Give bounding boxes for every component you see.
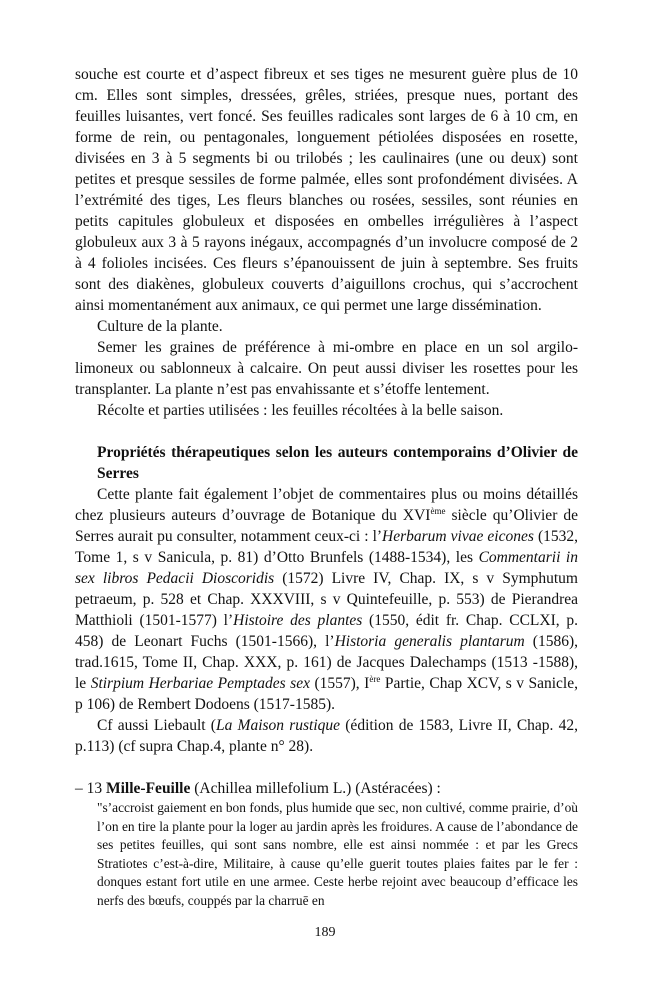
page-number: 189 bbox=[314, 925, 336, 940]
paragraph-culture-title: Culture de la plante. bbox=[97, 318, 223, 335]
section-heading-wrap bbox=[75, 442, 578, 484]
page-body bbox=[75, 64, 578, 911]
quotation: "s’accroist gaiement en bon fonds, plus humide que sec, non cultivé, comme prairie, d’où l’on en tire la plante pour la loger au jardin après les froidures. A cause de l’abondance de ses petites feuilles, qui sont sans nombre, elle est ainsi nommée : et par les Grecs Stratiotes c’est-à-dire, Militaire, à cause qu’elle guerit toutes plaies faites par le fer : donques estant fort utile en une armee. Ceste herbe rejoint avec beaucoup d’efficace les nerfs des bœufs, couppés par la charruē en bbox=[97, 800, 578, 908]
section-heading: Propriétés thérapeutiques selon les auteurs contemporains d’Olivier de Serres bbox=[97, 444, 578, 482]
paragraph-authors: Cette plante fait également l’objet de commentaires plus ou moins détaillés chez plusieurs auteurs d’ouvrage de Botanique du XVIème siècle qu’Olivier de Serres aurait pu consulter, notamment ceux-ci : l’Herbarum vivae eicones (1532, Tome 1, s v Sanicula, p. 81) d’Otto Brunfels (1488-1534), les Commentarii in sex libros Pedacii Dioscoridis (1572) Livre IV, Chap. IX, s v Symphutum petraeum, p. 528 et Chap. XXXVIII, s v Quintefeuille, p. 553) de Pierandrea Matthioli (1501-1577) l’Histoire des plantes (1550, édit fr. Chap. CCLXI, p. 458) de Leonart Fuchs (1501-1566), l’Historia generalis plantarum (1586), trad.1615, Tome II, Chap. XXX, p. 161) de Jacques Dalechamps (1513 -1588), le Stirpium Herbariae Pemptades sex (1557), Ière Partie, Chap XCV, s v Sanicle, p 106) de Rembert Dodoens (1517-1585). bbox=[75, 486, 578, 713]
paragraph-liebault: Cf aussi Liebault (La Maison rustique (édition de 1583, Livre II, Chap. 42, p.113) (cf supra Chap.4, plante n° 28). bbox=[75, 717, 578, 755]
paragraph-culture: Semer les graines de préférence à mi-ombre en place en un sol argilo-limoneux ou sablonneux à calcaire. On peut aussi diviser les rosettes pour les transplanter. La plante n’est pas envahissante et s’étoffe lentement. bbox=[75, 339, 578, 398]
paragraph-harvest: Récolte et parties utilisées : les feuilles récoltées à la belle saison. bbox=[97, 402, 504, 419]
paragraph-description: souche est courte et d’aspect fibreux et ses tiges ne mesurent guère plus de 10 cm. Elles sont simples, dressées, grêles, striées, presque nues, portant des feuilles luisantes, vert foncé. Ses feuilles radicales sont larges de 6 à 10 cm, en forme de rein, ou pentagonales, longuement pétiolées disposées en rosette, divisées en 3 à 5 segments bi ou trilobés ; les caulinaires (une ou deux) sont petites et presque sessiles de forme palmée, elles sont profondément divisées. A l’extrémité des tiges, Les fleurs blanches ou rosées, sessiles, sont réunies en petits capitules globuleux et disposées en ombelles irrégulières à l’aspect globuleux aux 3 à 5 rayons inégaux, accompagnés d’un involucre composé de 2 à 4 folioles incisées. Ces fleurs s’épanouissent de juin à septembre. Ses fruits sont des diakènes, globuleux couverts d’aiguillons crochus, qui s’accrochent ainsi momentanément aux animaux, ce qui permet une large dissémination. bbox=[75, 66, 578, 314]
plant-entry-heading: – 13 Mille-Feuille (Achillea millefolium L.) (Astéracées) : bbox=[75, 780, 441, 797]
